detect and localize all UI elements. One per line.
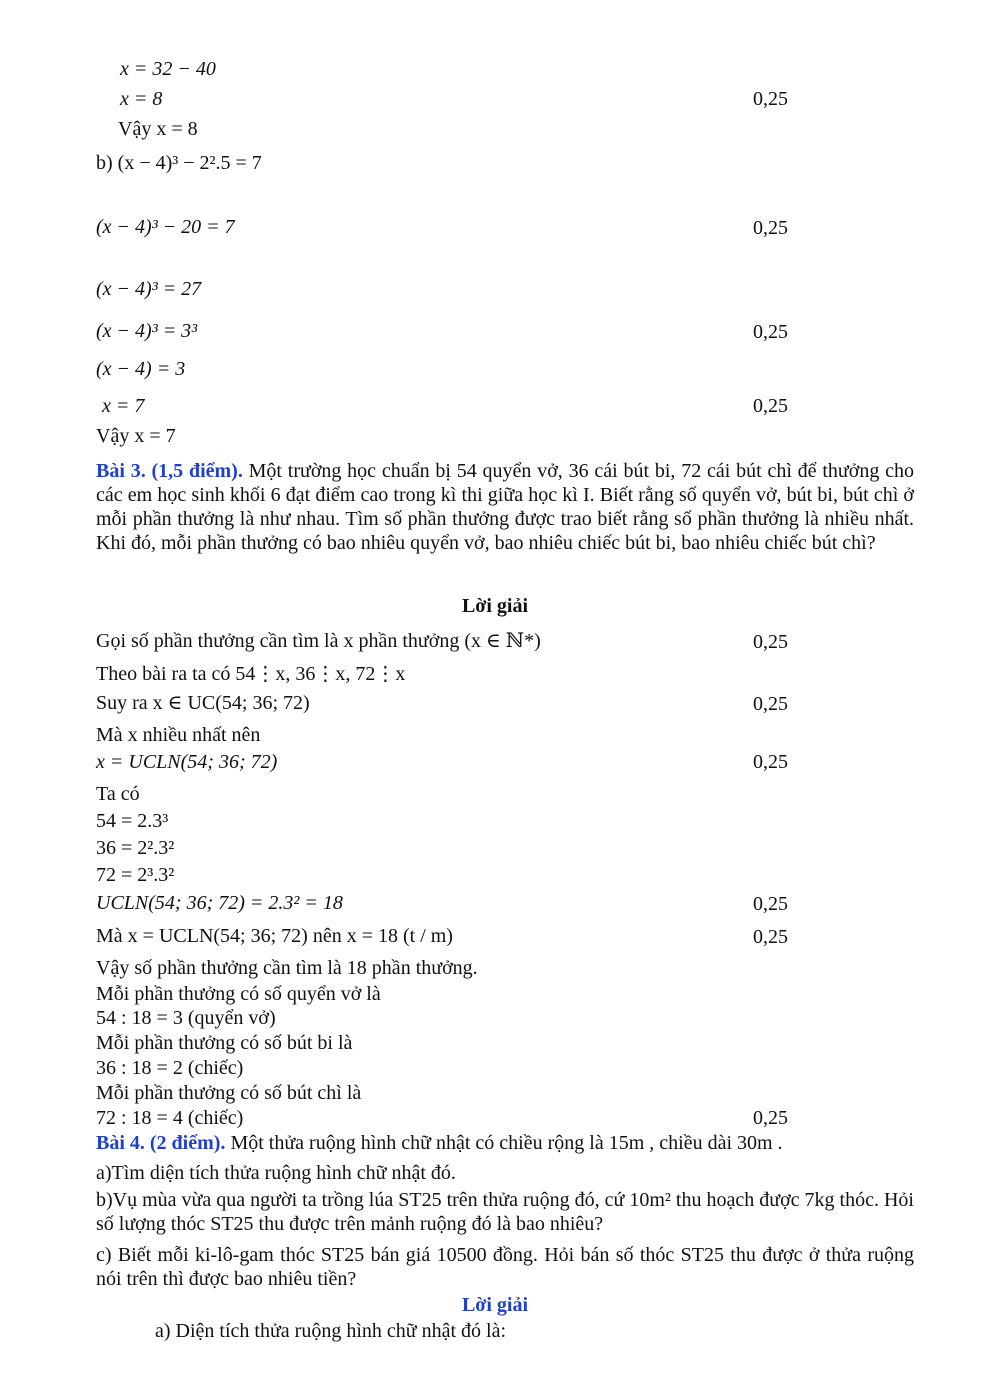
- solution-line: Mà x nhiều nhất nên: [96, 724, 261, 746]
- math-line: (x − 4)³ = 27: [96, 278, 202, 300]
- score: 0,25: [753, 88, 788, 110]
- math-line: (x − 4)³ = 3³: [96, 320, 198, 342]
- score: 0,25: [753, 693, 788, 715]
- problem-3-text: Một trường học chuẩn bị 54 quyển vở, 36 cái bút bi, 72 cái bút chì để thưởng cho các em học sinh khối 6 đạt điểm cao trong kì thi giữa học kì I. Biết rằng số quyển vở, bút bi, bút chì ở mỗi phần thưởng là như nhau. Tìm số phần thưởng được trao biết rằng số phần thưởng là nhiều nhất. Khi đó, mỗi phần thưởng có bao nhiêu quyển vở, bao nhiêu chiếc bút bi, bao nhiêu chiếc bút chì?: [96, 460, 914, 554]
- solution-line: Mà x = UCLN(54; 36; 72) nên x = 18 (t / m): [96, 925, 453, 947]
- solution-line: 72 = 2³.3²: [96, 864, 175, 886]
- math-line: x = 7: [102, 395, 145, 417]
- solution-line: 72 : 18 = 4 (chiếc): [96, 1107, 244, 1129]
- score: 0,25: [753, 631, 788, 653]
- solution-line: Mỗi phần thưởng có số bút bi là: [96, 1032, 353, 1054]
- problem-4-statement: [96, 1132, 783, 1154]
- solution-line: UCLN(54; 36; 72) = 2.3² = 18: [96, 892, 343, 914]
- problem-3-heading: Bài 3. (1,5 điểm).: [96, 460, 243, 482]
- solution-line: 36 = 2².3²: [96, 837, 175, 859]
- problem-4-heading: Bài 4. (2 điểm).: [96, 1132, 226, 1154]
- solution-line: Vậy số phần thưởng cần tìm là 18 phần thưởng.: [96, 957, 478, 979]
- problem-4-text: Một thửa ruộng hình chữ nhật có chiều rộng là 15m , chiều dài 30m .: [225, 1132, 783, 1154]
- math-line: (x − 4) = 3: [96, 358, 186, 380]
- solution-line: 36 : 18 = 2 (chiếc): [96, 1057, 244, 1079]
- math-line: x = 8: [120, 88, 163, 110]
- problem-3-statement: [96, 459, 914, 555]
- problem-4-part-b: b)Vụ mùa vừa qua người ta trồng lúa ST25 trên thửa ruộng đó, cứ 10m² thu hoạch được 7kg thóc. Hỏi số lượng thóc ST25 thu được trên mảnh ruộng đó là bao nhiêu?: [96, 1189, 914, 1235]
- score: 0,25: [753, 1107, 788, 1129]
- score: 0,25: [753, 321, 788, 343]
- solution-line: Ta có: [96, 783, 140, 805]
- score: 0,25: [753, 217, 788, 239]
- solution-line: a) Diện tích thửa ruộng hình chữ nhật đó là:: [155, 1320, 507, 1342]
- solution-line: x = UCLN(54; 36; 72): [96, 751, 278, 773]
- conclusion-line: Vậy x = 8: [118, 118, 198, 140]
- solution-title: Lời giải: [461, 595, 529, 617]
- solution-line: Mỗi phần thưởng có số quyển vở là: [96, 983, 381, 1005]
- problem-4-part-a: a)Tìm diện tích thửa ruộng hình chữ nhật đó.: [96, 1162, 456, 1184]
- solution-line: Suy ra x ∈ UC(54; 36; 72): [96, 692, 310, 714]
- solution-line: Gọi số phần thưởng cần tìm là x phần thưởng (x ∈ ℕ*): [96, 630, 541, 652]
- solution-line: Theo bài ra ta có 54⋮x, 36⋮x, 72⋮x: [96, 663, 406, 685]
- solution-line: Mỗi phần thưởng có số bút chì là: [96, 1082, 362, 1104]
- conclusion-line: Vậy x = 7: [96, 425, 176, 447]
- score: 0,25: [753, 395, 788, 417]
- solution-title: Lời giải: [461, 1294, 529, 1316]
- solution-line: 54 : 18 = 3 (quyển vở): [96, 1007, 276, 1029]
- score: 0,25: [753, 751, 788, 773]
- solution-line: 54 = 2.3³: [96, 810, 169, 832]
- math-line: b) (x − 4)³ − 2².5 = 7: [96, 152, 262, 174]
- score: 0,25: [753, 926, 788, 948]
- problem-4-part-c: c) Biết mỗi ki-lô-gam thóc ST25 bán giá 10500 đồng. Hỏi bán số thóc ST25 thu được ở thửa ruộng nói trên thì được bao nhiêu tiền?: [96, 1244, 914, 1290]
- score: 0,25: [753, 893, 788, 915]
- math-line: x = 32 − 40: [120, 58, 216, 80]
- math-line: (x − 4)³ − 20 = 7: [96, 216, 235, 238]
